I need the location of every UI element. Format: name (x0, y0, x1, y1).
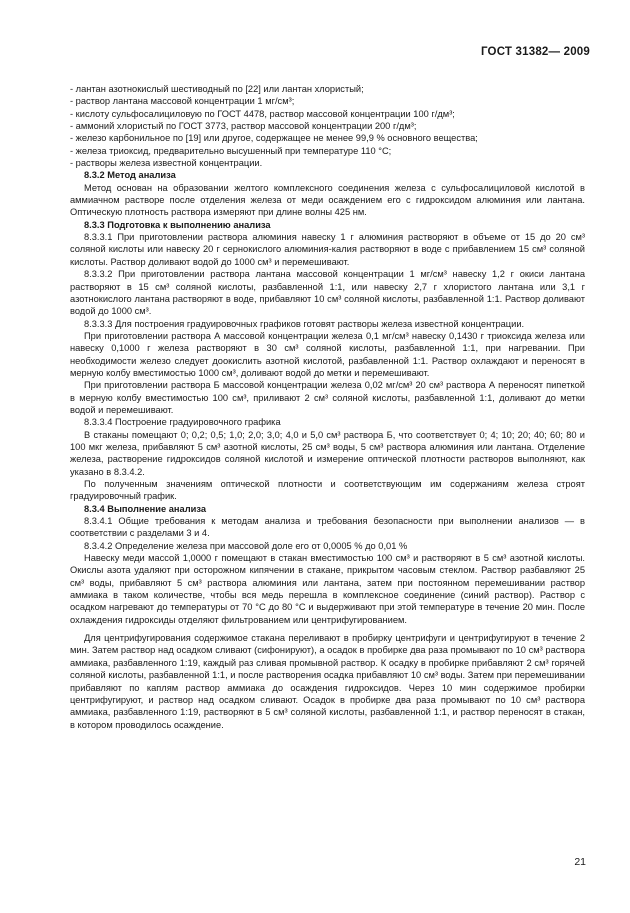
paragraph: 8.3.3.4 Построение градуировочного графика (84, 417, 281, 428)
paragraph: При приготовлении раствора Б массовой концентрации железа 0,02 мг/см³ 20 см³ раствора А переносят пипеткой в мерную колбу вместимостью 100 см³, приливают 2 см³ соляной кислоты, разбавленной 1:1, доливают до метки водой и перемешивают. (70, 380, 585, 415)
section-heading: 8.3.4 Выполнение анализа (84, 503, 206, 514)
paragraph: 8.3.3.3 Для построения градуировочных графиков готовят растворы железа известной концентрации. (84, 318, 525, 329)
paragraph: 8.3.4.2 Определение железа при массовой доле его от 0,0005 % до 0,01 % (84, 540, 408, 551)
list-item: - растворы железа известной концентрации. (70, 158, 263, 169)
paragraph: Для центрифугирования содержимое стакана переливают в пробирку центрифуги и центрифугируют в течение 2 мин. Затем раствор над осадком сливают (сифонируют), а осадок в пробирке два раза промывают по 10 см³ раствора аммиака, разбавленного 1:19, каждый раз сливая промывной раствор. К осадку в пробирке прибавляют 2 см³ горячей соляной кислоты, разбавленной 1:1, и после растворения осадка прибавляют 10 см³ воды. Затем при перемешивании прибавляют по каплям раствор аммиака до осаждения гидроксидов. Через 10 мин содержимое пробирки центрифугируют, и раствор над осадком сливают. Осадок в пробирке два раза промывают по 10 см³ раствора аммиака, разбавленного 1:19, растворяют в 5 см³ соляной кислоты, разбавленной 1:1, и раствор переносят в стакан, в котором проводилось осаждение. (70, 633, 585, 730)
list-item: - кислоту сульфосалициловую по ГОСТ 4478, раствор массовой концентрации 100 г/дм³; (70, 108, 455, 119)
paragraph: 8.3.4.1 Общие требования к методам анализа и требования безопасности при выполнении анализов — в соответствии с разделами 3 и 4. (70, 516, 585, 539)
list-item: - раствор лантана массовой концентрации 1 мг/см³; (70, 96, 295, 107)
section-heading: 8.3.2 Метод анализа (84, 170, 176, 181)
list-item: - аммоний хлористый по ГОСТ 3773, раствор массовой концентрации 200 г/дм³; (70, 121, 417, 132)
paragraph: Навеску меди массой 1,0000 г помещают в стакан вместимостью 100 см³ и растворяют в 5 см³ азотной кислоты. Окислы азота удаляют при осторожном кипячении в стакане, прикрытом часовым стеклом. Раствор разбавляют 25 см³ воды, прибавляют 5 см³ раствора алюминия или лантана, затем при постоянном перемешивании раствор аммиака в таком количестве, чтобы вся медь перешла в комплексное соединение (синий раствор). Раствор с осадком нагревают до температуры от 70 °С до 80 °С и выдерживают при этой температуре в течение 20 мин. После охлаждения гидроксиды отделяют фильтрованием или центрифугированием. (70, 553, 585, 625)
document-header-title: ГОСТ 31382— 2009 (480, 46, 590, 58)
list-item: - железа триоксид, предварительно высушенный при температуре 110 °С; (70, 145, 392, 156)
paragraph: По полученным значениям оптической плотности и соответствующим им содержаниям железа строят градуировочный график. (70, 479, 585, 502)
document-body (70, 83, 585, 731)
paragraph: В стаканы помещают 0; 0,2; 0,5; 1,0; 2,0; 3,0; 4,0 и 5,0 см³ раствора Б, что соответствует 0; 4; 10; 20; 40; 60; 80 и 100 мкг железа, прибавляют 5 см³ азотной кислоты, 25 см³ воды, 5 см³ раствора алюминия или лантана. Отделение железа, растворение гидроксидов соляной кислотой и измерение оптической плотности растворов выполняют, как указано в 8.3.4.2. (70, 429, 585, 477)
page-number: 21 (574, 856, 586, 868)
paragraph: При приготовлении раствора А массовой концентрации железа 0,1 мг/см³ навеску 0,1430 г триоксида железа или навеску 0,1000 г железа растворяют в 30 см³ соляной кислоты, разбавленной 1:1, при нагревании. При необходимости железо следует доокислить азотной кислотой, разбавленной 1:1. Раствор охлаждают и переносят в мерную колбу вместимостью 1000 см³, доливают водой до метки и перемешивают. (70, 330, 585, 378)
section-heading: 8.3.3 Подготовка к выполнению анализа (84, 219, 271, 230)
paragraph: 8.3.3.2 При приготовлении раствора лантана массовой концентрации 1 мг/см³ навеску 1,2 г окиси лантана растворяют в 15 см³ соляной кислоты, разбавленной 1:1, или навеску 2,7 г хлористого лантана или 3,1 г азотнокислого лантана растворяют в воде, прибавляют 10 см³ соляной кислоты, разбавленной 1:1. Раствор доливают водой до 1000 см³. (70, 269, 585, 317)
paragraph: Метод основан на образовании желтого комплексного соединения железа с сульфосалициловой кислотой в аммиачном растворе после отделения железа от меди осаждением его с гидроксидом алюминия или лантана. Оптическую плотность раствора измеряют при длине волны 425 нм. (70, 182, 585, 218)
list-item: - железо карбонильное по [19] или другое, содержащее не менее 99,9 % основного вещества; (70, 133, 478, 144)
list-item: - лантан азотнокислый шестиводный по [22] или лантан хлористый; (70, 84, 364, 94)
paragraph: 8.3.3.1 При приготовлении раствора алюминия навеску 1 г алюминия растворяют в объеме от 15 до 20 см³ соляной кислоты или навеску 20 г сернокислого алюминия-калия растворяют в воде с прибавлением 15 см³ соляной кислоты. Раствор доливают водой до 1000 см³ и перемешивают. (70, 232, 585, 267)
